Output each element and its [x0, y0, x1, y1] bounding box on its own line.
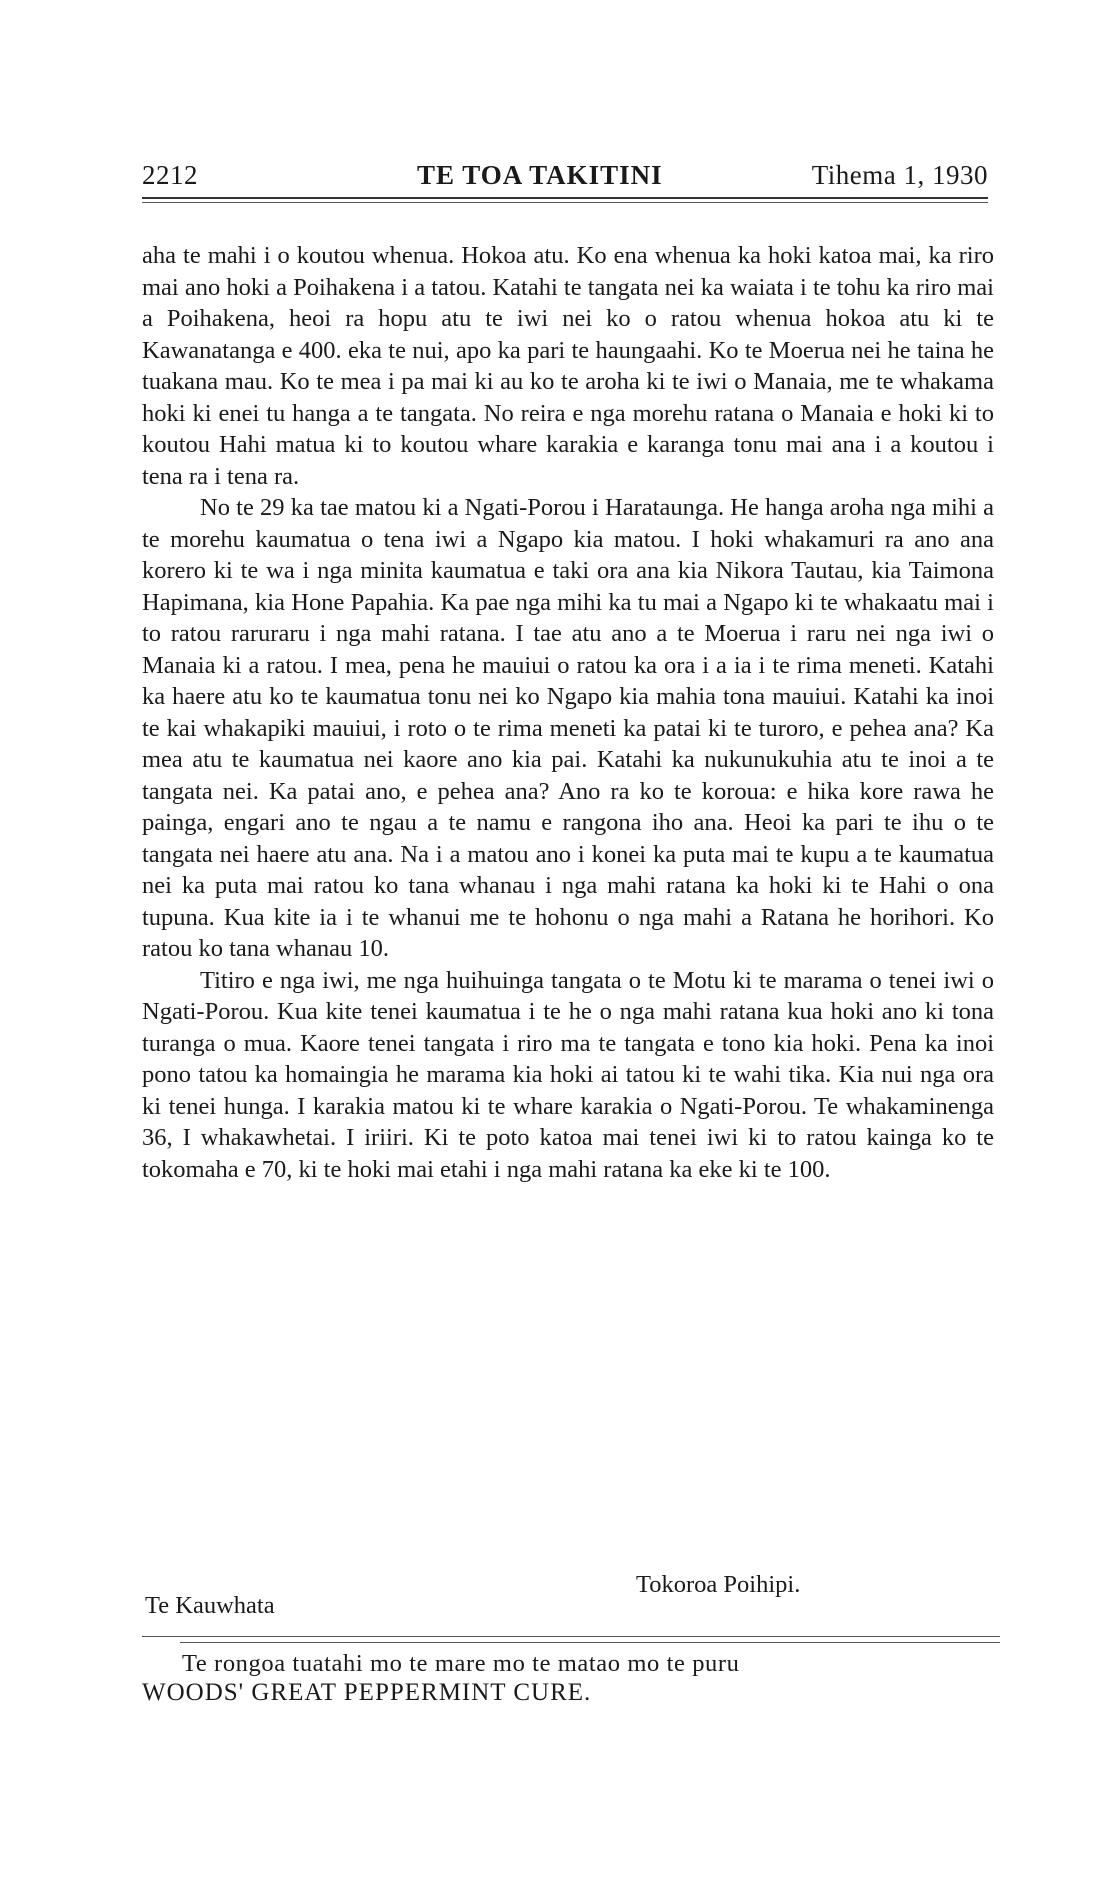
footer-rule	[142, 1636, 1000, 1637]
footer-rule-2	[180, 1642, 1000, 1643]
article-paragraph-2: No te 29 ka tae matou ki a Ngati-Porou i Harataunga. He hanga aroha nga mihi a te morehu kaumatua o tena iwi a Ngapo kia matou. I hoki whakamuri ra ano ana korero ki te wa i nga minita kaumatua e taki ora ana kia Nikora Tautau, kia Taimona Hapimana, kia Hone Papahia. Ka pae nga mihi ka tu mai a Ngapo ki te whakaatu mai i to ratou raruraru i nga mahi ratana. I tae atu ano a te Moerua i raru nei nga iwi o Manaia ki a ratou. I mea, pena he mauiui o ratou ka ora i a ia i te rima meneti. Katahi ka haere atu ko te kaumatua tonu nei ko Ngapo kia mahia tona mauiui. Katahi ka inoi te kai whakapiki mauiui, i roto o te rima meneti ka patai ki te turoro, e pehea ana? Ka mea atu te kaumatua nei kaore ano kia pai. Katahi ka nukunukuhia atu te inoi a te tangata nei. Ka patai ano, e pehea ana? Ano ra ko te koroua: e hika kore rawa he painga, engari ano te ngau a te namu e rangona iho ana. Heoi ka pari te ihu o te tangata nei haere atu ana. Na i a matou ano i konei ka puta mai te kupu a te kaumatua nei ka puta mai ratou ko tana whanau i nga mahi ratana ka hoki ki te Hahi o ona tupuna. Kua kite ia i te whanui me te hohonu o nga mahi a Ratana he horihori. Ko ratou ko tana whanau 10.	[142, 494, 994, 962]
article-signature: Tokoroa Poihipi.	[636, 1571, 801, 1598]
issue-date: Tihema 1, 1930	[811, 160, 988, 190]
header-rule	[142, 197, 988, 199]
publication-title: TE TOA TAKITINI	[417, 160, 663, 190]
page-number: 2212	[142, 160, 198, 190]
header-rule-thin	[142, 202, 988, 203]
article-place: Te Kauwhata	[145, 1592, 275, 1619]
advertisement	[142, 1650, 1000, 1708]
page-header	[142, 160, 988, 200]
article-paragraph-1: aha te mahi i o koutou whenua. Hokoa atu. Ko ena whenua ka hoki katoa mai, ka riro mai ano hoki a Poihakena i a tatou. Katahi te tangata nei ka waiata i te tohu ka riro mai a Poihakena, heoi ra hopu atu te iwi nei ko o ratou whenua hokoa atu ki te Kawanatanga e 400. eka te nui, apo ka pari te haungaahi. Ko te Moerua nei he taina he tuakana mau. Ko te mea i pa mai ki au ko te aroha ki te iwi o Manaia, me te whakama hoki ki enei tu hanga a te tangata. No reira e nga morehu ratana o Manaia e hoki ki to koutou Hahi matua ki to koutou whare karakia e karanga tonu mai ana i a koutou i tena ra i tena ra.	[142, 242, 994, 490]
article-paragraph-3: Titiro e nga iwi, me nga huihuinga tangata o te Motu ki te marama o tenei iwi o Ngati-Porou. Kua kite tenei kaumatua i te he o nga mahi ratana kua hoki ano ki tona turanga o mua. Kaore tenei tangata i riro ma te tangata e tono kia hoki. Pena ka inoi pono tatou ka homaingia he marama kia hoki ai tatou ki te wahi tika. Kia nui nga ora ki tenei hunga. I karakia matou ki te whare karakia o Ngati-Porou. Te whakaminenga 36, I whakawhetai. I iriiri. Ki te poto katoa mai tenei iwi ki to ratou kainga ko te tokomaha e 70, ki te hoki mai etahi i nga mahi ratana ka eke ki te 100.	[142, 966, 994, 1183]
article-body	[142, 240, 994, 1185]
advertisement-product: WOODS' GREAT PEPPERMINT CURE.	[142, 1679, 592, 1706]
advertisement-tagline: Te rongoa tuatahi mo te mare mo te matao mo te puru	[182, 1650, 740, 1677]
